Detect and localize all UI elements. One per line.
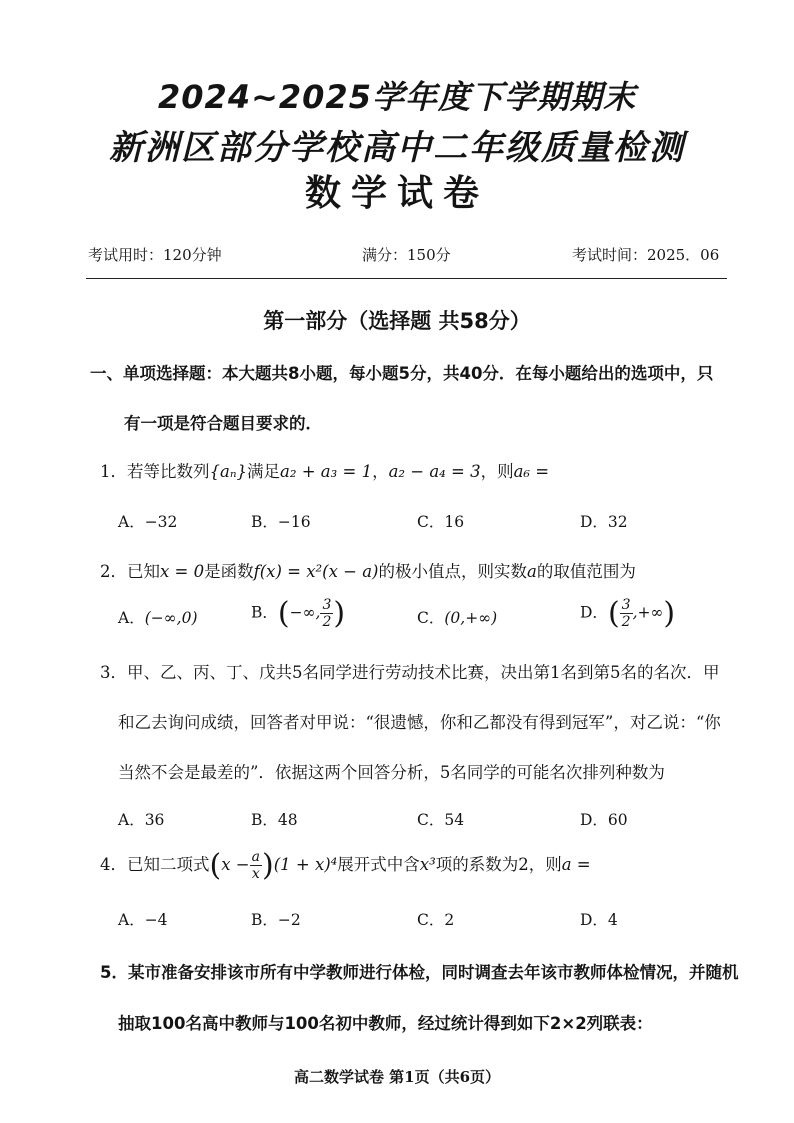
q2-text-b: 是函数 [204,562,254,581]
q3-line3: 当然不会是最差的”．依据这两个回答分析，5名同学的可能名次排列种数为 [118,763,665,782]
q4-text-a: 已知二项式 [127,855,210,874]
q3-option-d: D．60 [580,811,628,829]
q2-function: f(x) = x²(x − a) [253,562,379,581]
q2-option-b-numerator: 3 [322,597,332,613]
q3-line1: 3．甲、乙、丙、丁、戊共5名同学进行劳动技术比赛，决出第1名到第5名的名次．甲 [100,663,720,682]
section-title: 第一部分（选择题 共58分） [263,309,531,333]
q4-option-d: D．4 [580,911,618,929]
q1-option-a: A．−32 [118,513,178,531]
q1-option-b: B．−16 [251,513,311,531]
q4-fraction [250,849,262,882]
header-divider [86,278,727,279]
exam-title-line1: 2024~2025学年度下学期期末 [158,78,636,116]
q1-sequence: {aₙ} [209,462,248,481]
q2-option-d: D．( $\frac{3}{2}$ ,+∞) [580,596,676,631]
q2-x-zero: x = 0 [160,562,205,581]
q4-text-b: 展开式中含 [337,855,420,874]
q2-option-b-fraction [320,597,333,630]
q2-variable-a: a [526,562,537,581]
q2-option-c-value: (0,+∞) [444,609,498,627]
q5-line1: 5．某市准备安排该市所有中学教师进行体检，同时调查去年该市教师体检情况，并随机 [100,963,739,982]
q1-text-b: 满足 [247,462,281,481]
exam-title-line2: 新洲区部分学校高中二年级质量检测 [109,128,685,168]
q4-number: 4． [100,855,127,874]
q2-option-a [118,606,198,628]
q4-target: a = [561,855,591,874]
q3-option-c: C．54 [417,811,465,829]
q2-option-b-label: B． [251,603,278,622]
q2-option-b-denominator: 2 [322,614,332,630]
q3-line2: 和乙去询问成绩，回答者对甲说：“很遗憾，你和乙都没有得到冠军”，对乙说：“你 [118,713,721,732]
question-2 [100,558,636,582]
q4-x-minus: x − [221,855,250,874]
exam-title-subject: 数学试卷 [304,173,489,214]
q2-option-d-numerator: 3 [621,597,631,613]
exam-date: 考试时间：2025．06 [572,246,720,264]
q4-x-cubed: x³ [419,855,436,874]
q1-text-c: ，则 [480,462,514,481]
q4-fraction-denominator: x [251,866,260,882]
q1-separator: ， [372,462,389,481]
q1-condition-1: a₂ + a₃ = 1 [280,462,373,481]
exam-duration: 考试用时：120分钟 [88,246,222,264]
q3-option-a: A．36 [118,811,165,829]
part1-intro-line2: 有一项是符合题目要求的． [124,414,322,433]
q1-option-d: D．32 [580,513,628,531]
q1-target: a₆ = [513,462,550,481]
q4-fraction-numerator: a [251,849,260,865]
q1-number: 1． [100,462,127,481]
q2-option-c-label: C． [417,609,445,627]
q2-option-d-denominator: 2 [621,614,631,630]
q1-condition-2: a₂ − a₄ = 3 [388,462,481,481]
page-footer: 高二数学试卷 第1页（共6页） [293,1068,501,1086]
q1-option-c: C．16 [417,513,465,531]
q4-expression-2: (1 + x)⁴ [273,855,338,874]
q5-line2: 抽取100名高中教师与100名初中教师，经过统计得到如下2×2列联表： [118,1014,653,1033]
q4-option-c: C．2 [417,911,455,929]
q4-option-b: B．−2 [251,911,301,929]
q4-option-a: A．−4 [118,911,168,929]
q2-text-d: 的取值范围为 [536,562,636,581]
q1-text-a: 若等比数列 [127,462,210,481]
q2-option-d-right: ,+∞ [632,603,664,622]
q4-text-c: 项的系数为2，则 [435,855,562,874]
q2-text-a: 已知 [127,562,160,581]
q2-option-b: B．(−∞, $\frac{3}{2}$ ) [251,596,346,631]
question-4: 4．已知二项式(x − $\frac{a}{x}$ )(1 + x)⁴展开式中含x³项的系数为2，则a = [100,848,591,883]
part1-intro-line1: 一、单项选择题：本大题共8小题，每小题5分，共40分．在每小题给出的选项中，只 [90,364,714,383]
q2-number: 2． [100,562,127,581]
q2-option-a-value: (−∞,0) [144,609,198,627]
question-1 [100,458,549,482]
q2-option-b-left: −∞, [289,603,321,622]
q2-option-a-label: A． [118,609,145,627]
q3-option-b: B．48 [251,811,298,829]
q2-option-c [417,606,497,628]
q2-option-d-fraction [620,597,633,630]
q2-option-d-label: D． [580,603,608,622]
q2-text-c: 的极小值点，则实数 [378,562,527,581]
exam-full-score: 满分：150分 [362,246,451,264]
